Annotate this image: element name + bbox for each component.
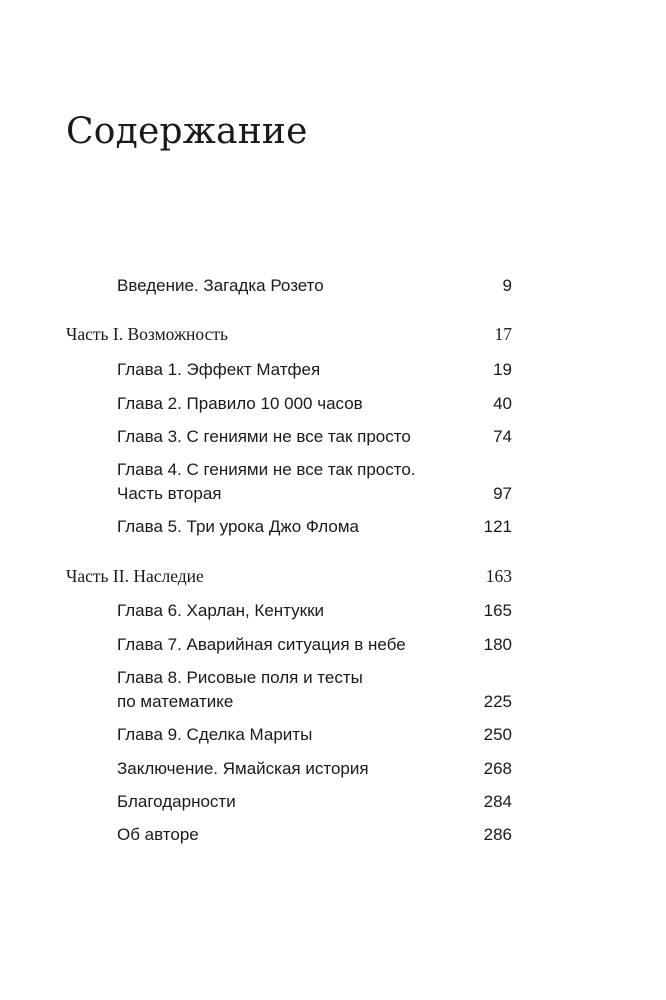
toc-part-label: Часть II. Наследие <box>66 566 204 586</box>
toc-entry-page-number: 250 <box>483 725 512 744</box>
toc-entry-page-number: 268 <box>483 759 512 778</box>
toc-part-page-number: 17 <box>494 324 512 344</box>
toc-entry-page-number: 286 <box>483 825 512 844</box>
toc-entry-page-number: 9 <box>502 276 512 295</box>
toc-entry-page-number: 74 <box>493 427 512 446</box>
page-title: Содержание <box>66 111 308 152</box>
toc-entry-label-line1: Глава 4. С гениями не все так просто. <box>117 460 416 479</box>
toc-entry-page-number: 225 <box>483 692 512 711</box>
toc-entry-label-line2: по математике <box>117 692 234 711</box>
toc-entry-page-number: 121 <box>483 517 512 536</box>
toc-entry-label: Заключение. Ямайская история <box>117 759 369 778</box>
toc-entry-label: Об авторе <box>117 825 199 844</box>
toc-entry-label: Глава 2. Правило 10 000 часов <box>117 394 363 413</box>
toc-entry-label: Глава 6. Харлан, Кентукки <box>117 601 325 620</box>
toc-entry-page-number: 284 <box>483 792 512 811</box>
toc-part-label: Часть I. Возможность <box>66 324 229 344</box>
toc-entry-label: Глава 5. Три урока Джо Флома <box>117 517 359 536</box>
toc-entry-page-number: 40 <box>493 394 512 413</box>
toc-entry-label-line1: Глава 8. Рисовые поля и тесты <box>117 668 363 687</box>
toc-entry-label: Глава 7. Аварийная ситуация в небе <box>117 635 406 654</box>
toc-entry-label: Введение. Загадка Розето <box>117 276 324 295</box>
toc-entry-page-number: 19 <box>493 360 512 379</box>
toc-entry-page-number: 180 <box>483 635 512 654</box>
toc-entry-label: Глава 3. С гениями не все так просто <box>117 427 411 446</box>
toc-part-page-number: 163 <box>485 566 512 586</box>
toc-entry-label-line2: Часть вторая <box>117 484 222 503</box>
toc-entry-label <box>117 458 457 506</box>
toc-entry-label: Благодарности <box>117 792 236 811</box>
toc-entry-label <box>117 666 457 714</box>
toc-entry-page-number: 165 <box>483 601 512 620</box>
toc-entry-label: Глава 9. Сделка Мариты <box>117 725 313 744</box>
toc-entry-label: Глава 1. Эффект Матфея <box>117 360 321 379</box>
toc-entry-page-number: 97 <box>493 484 512 503</box>
